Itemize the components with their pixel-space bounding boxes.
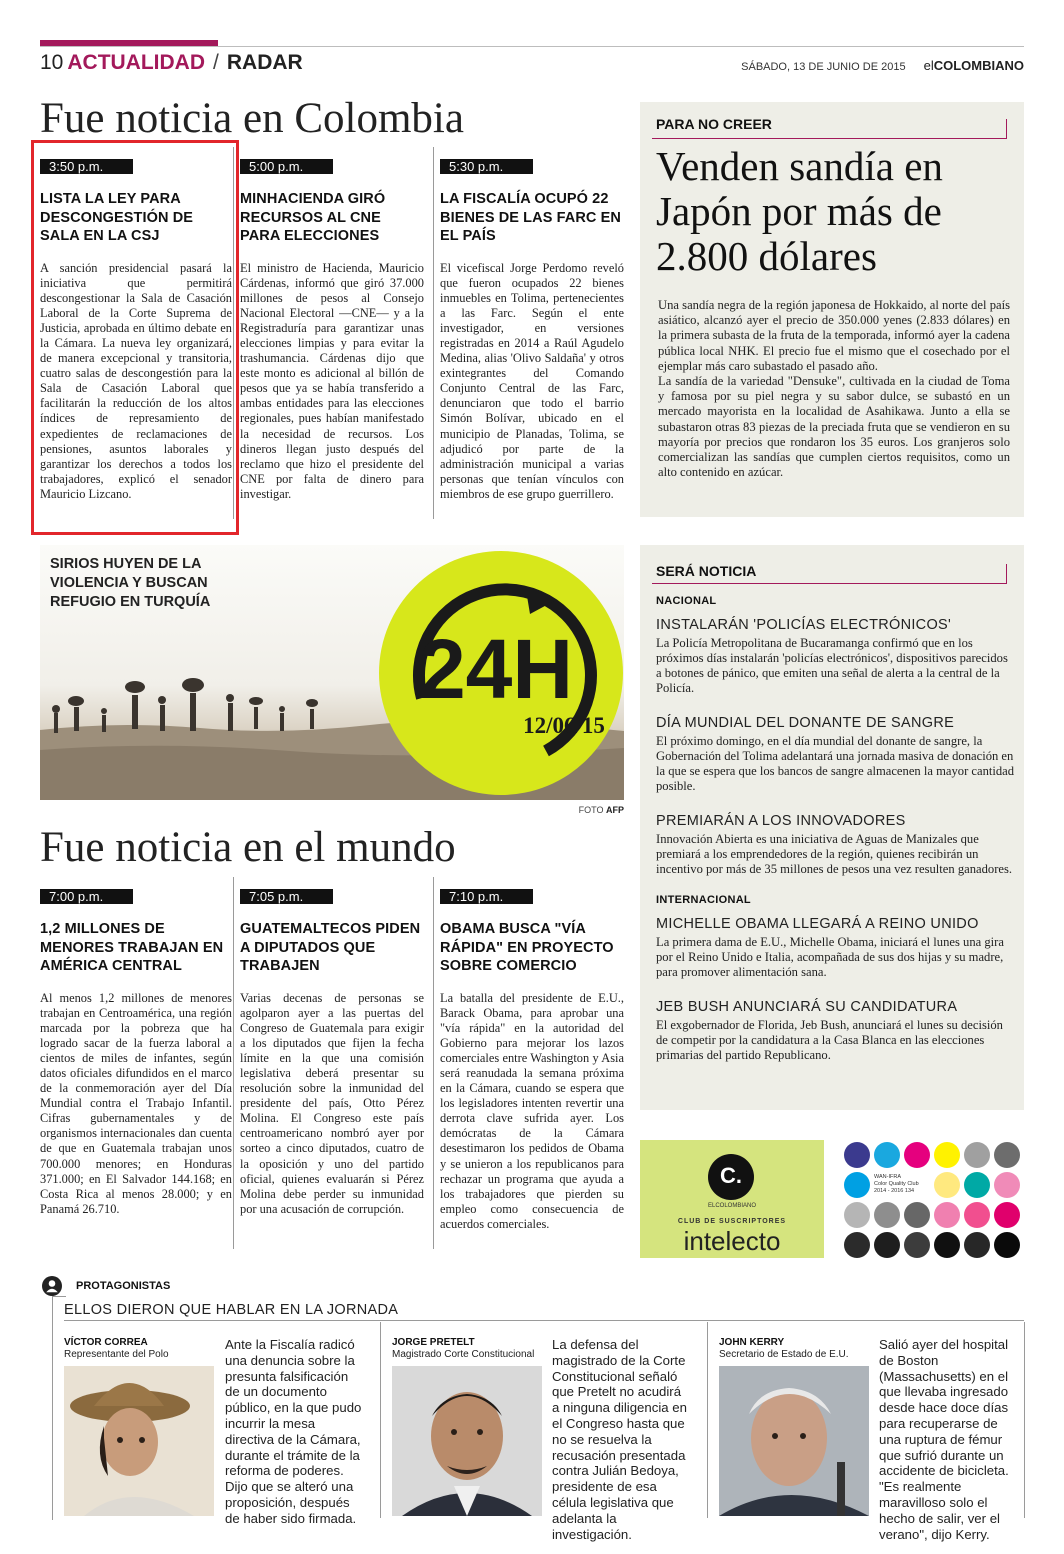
mundo-story-1: [40, 888, 232, 1217]
news-item: [656, 999, 1016, 1063]
news-item: [656, 813, 1016, 877]
item-headline: JEB BUSH ANUNCIARÁ SU CANDIDATURA: [656, 999, 958, 1015]
panel-rule-tick: [1006, 564, 1007, 584]
colombia-story-2: [240, 158, 424, 502]
panel-label: PARA NO CREER: [656, 116, 772, 132]
category-label: INTERNACIONAL: [656, 894, 751, 906]
photo-credit: FOTO AFP: [578, 805, 624, 815]
protagonist-photo-victor-correa: [64, 1366, 214, 1516]
protagonist-role: Representante del Polo: [64, 1349, 169, 1360]
section-name: ACTUALIDAD: [67, 51, 206, 74]
color-swatch: [904, 1202, 930, 1228]
club-brand: intelecto: [683, 1226, 781, 1256]
color-quality-swatches: [840, 1140, 1024, 1258]
protagonistas-rule: [64, 1320, 1024, 1321]
column-divider: [707, 1322, 708, 1518]
panel-label: SERÁ NOTICIA: [656, 563, 757, 579]
photo-headline: SIRIOS HUYEN DE LA VIOLENCIA Y BUSCAN REFUGIO EN TURQUÍA: [50, 556, 211, 610]
panel-rule: [652, 138, 1006, 139]
color-swatch: [934, 1142, 960, 1168]
category-label: NACIONAL: [656, 595, 717, 607]
color-swatch: [844, 1142, 870, 1168]
story-body: Al menos 1,2 millones de menores trabajan en Centroamérica, una región marcada por la pobreza que ha logrado sacar de la fuerza laboral a cientos de miles de infantes, según datos oficiales difundidos en el marco de la conmemoración ayer del Día Mundial contra el Trabajo Infantil. Cifras gubernamentales y de organismos internacionales dan cuenta de que en Guatemala trabajan unos 700.000 menores; en Honduras 371.000; en El Salvador 144.168; en Costa Rica al menos 28.000; y en Panamá 26.710.: [40, 990, 232, 1216]
story-headline: MINHACIENDA GIRÓ RECURSOS AL CNE PARA ELECCIONES: [240, 191, 386, 244]
column-divider: [433, 877, 434, 1249]
colombia-story-3: [440, 158, 624, 502]
person-icon: [42, 1276, 62, 1296]
color-swatch: [874, 1142, 900, 1168]
protagonistas-rule-tick: [52, 1296, 66, 1297]
news-item: [656, 916, 1016, 980]
story-body: Varias decenas de personas se agolparon ayer a las puertas del Congreso de Guatemala para exigir a los diputados que fijen la fecha límite en la que una comisión legislativa deberá presentar su resolución sobre la inmunidad del presidente del país, Otto Pérez Molina. El Congreso este país centroamericano nombró ayer por sorteo a cinco diputados, cuatro de la oposición y uno del partido oficial, quienes evaluarán si Pérez Molina debe perder su inmunidad por una acusación de corrupción.: [240, 990, 424, 1216]
color-swatch: [994, 1142, 1020, 1168]
protagonist-role: Secretario de Estado de E.U.: [719, 1349, 849, 1360]
protagonist-photo-john-kerry: [719, 1366, 869, 1516]
badge-date: 12/06/15: [523, 713, 605, 738]
color-swatch: [844, 1202, 870, 1228]
para-no-creer-panel: [640, 102, 1024, 517]
mundo-section-title: Fue noticia en el mundo: [40, 824, 456, 871]
quality-club-caption: WAN-IFRA Color Quality Club 2014 - 2016 134: [874, 1174, 919, 1194]
item-body: La primera dama de E.U., Michelle Obama, iniciará el lunes una gira por el Reino Unido e Italia, acompañada de sus dos hijas y su madre, para promover alimentación sana.: [656, 935, 1004, 979]
column-divider: [1024, 1322, 1025, 1518]
masthead-info: [741, 58, 1024, 73]
protagonistas-rule-vertical: [52, 1296, 53, 1520]
time-badge: 3:50 p.m.: [40, 159, 133, 174]
news-photo: [40, 545, 624, 800]
item-body: El próximo domingo, en el día mundial del donante de sangre, la Gobernación del Tolima adelantará una jornada masiva de donación en la que se espera que los bancos de sangre almacenen la mayor cantidad posible.: [656, 734, 1015, 793]
panel-body: Una sandía negra de la región japonesa de Hokkaido, al norte del país asiático, alcanzó ayer el precio de 350.000 yenes (2.833 dólares) en la primera subasta de la fruta de la temporada, informó ayer la cadena pública local NHK. El precio fue el mismo que el cosechado por el ejemplar más caro subastado el pasado año. La sandía de la variedad "Densuke", cultivada en la ciudad de Toma y famosa por su piel negra y su sabor dulce, se subastó en un mercado mayorista en la localidad de Asahikawa. Junto a ella se subastaron otras 83 piezas de la preciada fruta que se vendieron en su mayoría por precios que rondaron los 35 euros. Los granjeros solo comercializan las sandías que cumplen ciertos requisitos, como un alto contenido en azúcar.: [658, 298, 1010, 480]
color-swatch: [964, 1232, 990, 1258]
item-body: La Policía Metropolitana de Bucaramanga confirmó que en los próximos días instalarán 'policías electrónicos', dispositivos parecidos a botones de pánico, que emiten una señal de alerta a la central de la Policía.: [656, 636, 1008, 695]
color-swatch: [904, 1142, 930, 1168]
protagonist-text: La defensa del magistrado de la Corte Constitucional señaló que Pretelt no acudirá a ninguna diligencia en el Congreso hasta que no se resuelva la recusación presentada contra Julián Bedoya, presidente de esa célula legislativa que adelanta la investigación.: [552, 1337, 687, 1542]
issue-date: SÁBADO, 13 DE JUNIO DE 2015: [741, 61, 906, 73]
section-header: [40, 50, 303, 76]
brand-logo: elCOLOMBIANO: [923, 58, 1024, 73]
color-swatch: [994, 1172, 1020, 1198]
story-body: El vicefiscal Jorge Perdomo reveló que fueron ocupados 22 bienes inmuebles en Tolima, pertenecientes a las Farc. Según el ente investigador, en versiones registradas en 2014 a Raúl Agudelo Medina, alias 'Olivo Saldaña' y otros exintegrantes del Comando Conjunto Central de las Farc, denunciaron que todo el barrio Simón Bolívar, ubicado en el municipio de Planadas, Tolima, se adjudicó por parte de la administración municipal a varias personas que tenían vínculos con miembros de ese grupo guerrillero.: [440, 260, 624, 501]
colombia-story-1: [40, 158, 232, 502]
protagonist-caption: [64, 1337, 169, 1360]
header-rule: [40, 46, 1024, 47]
color-swatch: [934, 1202, 960, 1228]
news-item: [656, 715, 1016, 794]
color-swatch: [904, 1232, 930, 1258]
time-badge: 7:10 p.m.: [440, 889, 533, 904]
color-swatch: [964, 1142, 990, 1168]
color-swatch: [844, 1232, 870, 1258]
protagonist-caption: [392, 1337, 534, 1360]
column-divider: [233, 877, 234, 1249]
sera-noticia-panel: [640, 545, 1024, 1110]
protagonist-photo-jorge-pretelt: [392, 1366, 542, 1516]
column-divider: [233, 147, 234, 519]
news-item: [656, 617, 1016, 696]
story-headline: LISTA LA LEY PARA DESCONGESTIÓN DE SALA EN LA CSJ: [40, 191, 194, 244]
color-swatch: [994, 1232, 1020, 1258]
color-swatch: [934, 1172, 960, 1198]
time-badge: 7:05 p.m.: [240, 889, 333, 904]
protagonist-text: Salió ayer del hospital de Boston (Massachusetts) en el que llevaba ingresado desde hace doce días para recuperarse de una ruptura de fémur que sufrió durante un accidente de bicicleta. "Es realmente maravilloso solo el hecho de salir, ver el verano", dijo Kerry.: [879, 1337, 1009, 1542]
club-logo-caption: ELCOLOMBIANO: [707, 1203, 756, 1209]
story-headline: 1,2 MILLONES DE MENORES TRABAJAN EN AMÉRICA CENTRAL: [40, 921, 224, 974]
color-swatch: [874, 1202, 900, 1228]
color-swatch: [934, 1232, 960, 1258]
color-swatch: [874, 1232, 900, 1258]
subscribers-club-ad[interactable]: [640, 1140, 824, 1258]
column-divider: [380, 1322, 381, 1518]
story-headline: OBAMA BUSCA "VÍA RÁPIDA" EN PROYECTO SOBRE COMERCIO: [440, 921, 614, 974]
club-logo-icon: C.: [708, 1154, 754, 1200]
protagonist-name: VÍCTOR CORREA: [64, 1337, 148, 1348]
story-body: El ministro de Hacienda, Mauricio Cárdenas, informó que giró 37.000 millones de pesos al Consejo Nacional Electoral —CNE— y a la Registraduría para garantizar unas elecciones limpias y para evitar la trashumancia. Cárdenas dijo que este monto es adicional al billón de pesos que ya se había transferido a ambas entidades para las elecciones regionales, pues habían manifestado la necesidad de recursos. Los dineros llegan justo después del reclamo que hizo el presidente del CNE por falta de dinero para investigar.: [240, 260, 424, 501]
item-headline: DÍA MUNDIAL DEL DONANTE DE SANGRE: [656, 715, 955, 731]
story-headline: GUATEMALTECOS PIDEN A DIPUTADOS QUE TRABAJEN: [240, 921, 421, 974]
colombia-section-title: Fue noticia en Colombia: [40, 95, 464, 142]
item-headline: MICHELLE OBAMA LLEGARÁ A REINO UNIDO: [656, 916, 979, 932]
protagonist-caption: [719, 1337, 849, 1360]
color-swatch: [964, 1202, 990, 1228]
protagonist-role: Magistrado Corte Constitucional: [392, 1349, 535, 1360]
story-body: A sanción presidencial pasará la iniciativa que permitirá descongestionar la Sala de Casación Laboral de la Corte Suprema de Justicia, aprobada en último debate en la Cámara. La nueva ley organizará, de manera excepcional y transitoria, cuatro salas de descongestión para la Sala de Casación Laboral que facilitarán la reducción de los altos índices de represamiento de expedientes de reclamaciones de pensiones, asuntos laborales y garantizar los derechos a todos los trabajadores, explicó el senador Mauricio Lizcano.: [40, 260, 232, 501]
protagonistas-label: PROTAGONISTAS: [76, 1280, 171, 1292]
section-separator: /: [213, 51, 219, 74]
time-badge: 5:00 p.m.: [240, 159, 333, 174]
column-divider: [433, 147, 434, 519]
time-badge: 5:30 p.m.: [440, 159, 533, 174]
mundo-story-2: [240, 888, 424, 1217]
time-badge: 7:00 p.m.: [40, 889, 133, 904]
item-headline: INSTALARÁN 'POLICÍAS ELECTRÓNICOS': [656, 617, 952, 633]
club-caption: CLUB DE SUSCRIPTORES: [677, 1218, 787, 1225]
protagonist-text: Ante la Fiscalía radicó una denuncia sobre la presunta falsificación de un documento público, en la que pudo incurrir la mesa directiva de la Cámara, durante el trámite de la reforma de poderes. Dijo que se alteró una proposición, después de haber sido firmada.: [225, 1337, 362, 1526]
panel-rule: [652, 583, 1006, 584]
protagonistas-subtitle: ELLOS DIERON QUE HABLAR EN LA JORNADA: [64, 1302, 399, 1318]
item-headline: PREMIARÁN A LOS INNOVADORES: [656, 813, 906, 829]
story-body: La batalla del presidente de E.U., Barack Obama, para aprobar una "vía rápida" en la autoridad del Gobierno para mejorar los lazos comerciales entre Washington y Asia será reanudada la semana próxima en la Cámara, cuando se espera que los legisladores intenten revertir una derrota clave sufrida ayer. Los demócratas de la Cámara desestimaron los pedidos de Obama y se unieron a los republicanos para rechazar un programa que ayuda a los trabajadores que pierden su empleo como consecuencia de acuerdos comerciales.: [440, 990, 624, 1231]
story-headline: LA FISCALÍA OCUPÓ 22 BIENES DE LAS FARC EN EL PAÍS: [440, 191, 621, 244]
badge-text: 24H: [418, 622, 574, 716]
sera-noticia-content: [656, 595, 1016, 1063]
panel-headline: Venden sandía en Japón por más de 2.800 dólares: [656, 143, 943, 279]
color-swatch: [994, 1202, 1020, 1228]
protagonist-name: JOHN KERRY: [719, 1337, 785, 1348]
color-swatch: [844, 1172, 870, 1198]
protagonist-name: JORGE PRETELT: [392, 1337, 475, 1348]
page-number: 10: [40, 51, 64, 74]
color-swatch: [964, 1172, 990, 1198]
item-body: El exgobernador de Florida, Jeb Bush, anunciará el lunes su decisión de competir por la candidatura a la Casa Blanca en las elecciones primarias del partido Republicano.: [656, 1018, 1003, 1062]
item-body: Innovación Abierta es una iniciativa de Aguas de Manizales que premiará a los emprendedores de la región, quienes recibirán un incentivo por más de 35 millones de pesos una vez resulten ganadores.: [656, 832, 1013, 876]
panel-rule-tick: [1006, 119, 1007, 139]
subsection-name: RADAR: [226, 51, 303, 74]
mundo-story-3: [440, 888, 624, 1232]
24h-badge-icon: [376, 548, 624, 798]
